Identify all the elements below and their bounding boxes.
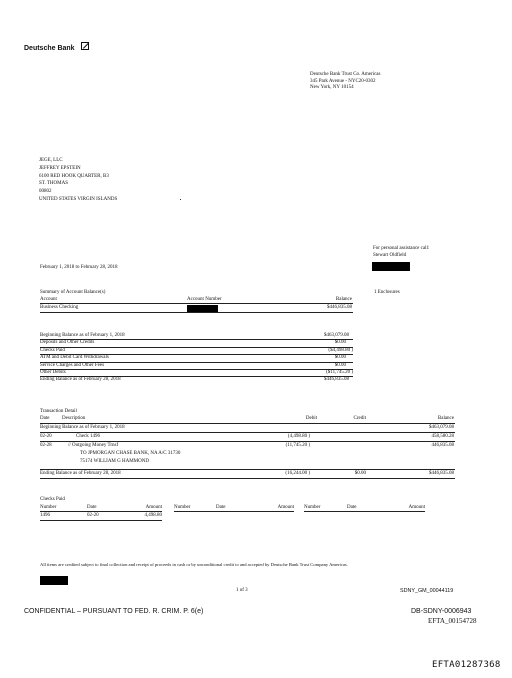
divider [40,432,455,433]
checks-paid-title: Checks Paid [40,497,65,502]
efta-small-stamp: EFTA_00154728 [428,617,477,625]
statement-period: February 1, 2018 to February 28, 2018 [40,265,118,270]
balance-line-label: ATM and Debit Card Withdrawals [40,355,109,361]
balance-line-label: Other Debits [40,369,66,375]
txn-row-balance: 446,835.08 [431,443,454,448]
assistance-line-1: For personal assistance call: [373,246,430,251]
txn-ending-credit: $0.00 [354,471,366,476]
checks-header: Number [174,505,191,510]
balance-line-label: Deposits and Other Credits [40,340,95,346]
txn-header-credit: Credit [353,416,366,421]
balance-line-label: Ending Balance as of February 28, 2018 [40,377,121,383]
check-number: 1496 [40,513,50,518]
txn-row-description-line: 75174 WILLIAM G HAMMOND [80,459,149,464]
deutsche-bank-slash-logo-icon [81,42,89,50]
customer-line: 6100 RED HOOK QUARTER, B3 [39,173,109,179]
txn-header-debit: Debit [305,416,317,421]
balance-line [40,363,353,370]
enclosures: 1 Enclosures [374,290,400,295]
check-date: 02-20 [87,513,99,518]
balance-line-value: $446,835.08 [324,377,349,383]
balance-summary [40,333,353,385]
txn-header-date: Date [40,416,50,421]
bank-address-line: Deutsche Bank Trust Co. Americas [310,72,381,77]
checks-header: Amount [408,505,425,510]
txn-header-description: Description [62,416,86,421]
checks-header: Date [347,505,357,510]
divider [40,478,455,479]
divider [304,511,425,512]
transaction-detail-title: Transaction Detail [40,409,77,414]
balance-line-label: Service Charges and Other Fees [40,362,105,368]
divider [174,511,294,512]
txn-ending-balance: $446,835.08 [429,471,454,476]
bank-address [310,72,380,92]
balance-line-value: ($4,498.80 ) [328,347,353,353]
checks-header: Date [87,505,97,510]
divider [40,312,353,313]
summary-title: Summary of Account Balance(s) [40,290,106,295]
divider [40,441,455,442]
balance-line-label: Beginning Balance as of February 1, 2018 [40,333,125,338]
txn-header-balance: Balance [437,416,454,421]
confidential-notice: CONFIDENTIAL – PURSUANT TO FED. R. CRIM. P. 6(e) [24,608,204,615]
customer-line: UNITED STATES VIRGIN ISLANDS [39,196,118,202]
balance-line-value: $463,079.08 [324,333,349,338]
balance-line-value: $0.00 [334,340,346,346]
checks-header: Number [40,505,57,510]
divider [40,520,162,521]
txn-beginning-label: Beginning Balance as of February 1, 2018 [40,425,125,430]
page-number: 1 of 3 [236,588,248,593]
summary-header-account: Account [40,297,57,302]
customer-line: JEFFREY EPSTEIN [39,165,81,171]
balance-line-label: Checks Paid [40,347,65,353]
txn-row-date: 02-20 [40,434,52,439]
txn-row-description-line: TO JPMORGAN CHASE BANK, NA A/C 31730 [80,451,181,456]
txn-row-date: 02-28 [40,443,52,448]
txn-beginning-balance: $463,079.08 [429,425,454,430]
balance-line [40,377,353,384]
divider [40,511,162,512]
txn-row-balance: 458,580.28 [431,434,454,439]
stray-mark [180,199,181,200]
bank-logo-text: Deutsche Bank [24,45,75,52]
txn-row-debit: (4,498.80 ) [287,434,310,439]
efta-bates-number: EFTA01287368 [432,660,501,670]
balance-line-value: ($11,745.20 ) [326,369,353,375]
balance-line [40,333,353,340]
txn-ending-debit: (16,244.00 ) [285,471,310,476]
customer-address [39,157,117,204]
customer-line: JEGE, LLC [39,158,63,163]
disclaimer: All items are credited subject to final collection and receipt of proceeds in cash or by unconditional credit to and accepted by Deutsche Bank Trust Company Americas. [40,562,348,567]
txn-row-description: // Outgoing Money Trnsf [68,443,119,448]
redaction-box [372,262,410,271]
txn-row-description: Check 1496 [76,434,101,439]
checks-header: Amount [277,505,294,510]
summary-header-balance: Balance [335,297,352,302]
checks-header: Amount [145,505,162,510]
divider [40,423,455,424]
txn-row-debit: (11,745.20 ) [285,443,310,448]
check-amount: 4,498.80 [144,513,162,518]
summary-header-account-number: Account Number [187,297,222,302]
customer-line: 00802 [39,189,52,194]
balance-line [40,355,353,362]
balance-line [40,340,353,347]
customer-line: ST. THOMAS [39,181,68,187]
divider [40,303,353,304]
bank-address-line: 345 Park Avenue - NYC20-0302 [310,78,376,84]
checks-header: Date [216,505,226,510]
summary-balance-value: $446,835.08 [327,305,352,310]
txn-ending-label: Ending Balance as of February 28, 2018 [40,471,121,476]
sdny-gm-stamp: SDNY_GM_00044119 [400,588,454,594]
assistance-contact-name: Stewart Oldfield [373,253,407,258]
bank-address-line: New York, NY 10154 [310,85,354,90]
redaction-box [40,576,68,585]
divider [40,469,455,470]
balance-line [40,370,353,377]
db-sdny-stamp: DB-SDNY-0006943 [411,608,472,615]
summary-account-name: Business Checking [40,305,79,310]
checks-header: Number [304,505,321,510]
balance-line-value: $0.00 [334,362,346,368]
balance-line-value: $0.00 [334,355,346,361]
balance-line [40,348,353,355]
